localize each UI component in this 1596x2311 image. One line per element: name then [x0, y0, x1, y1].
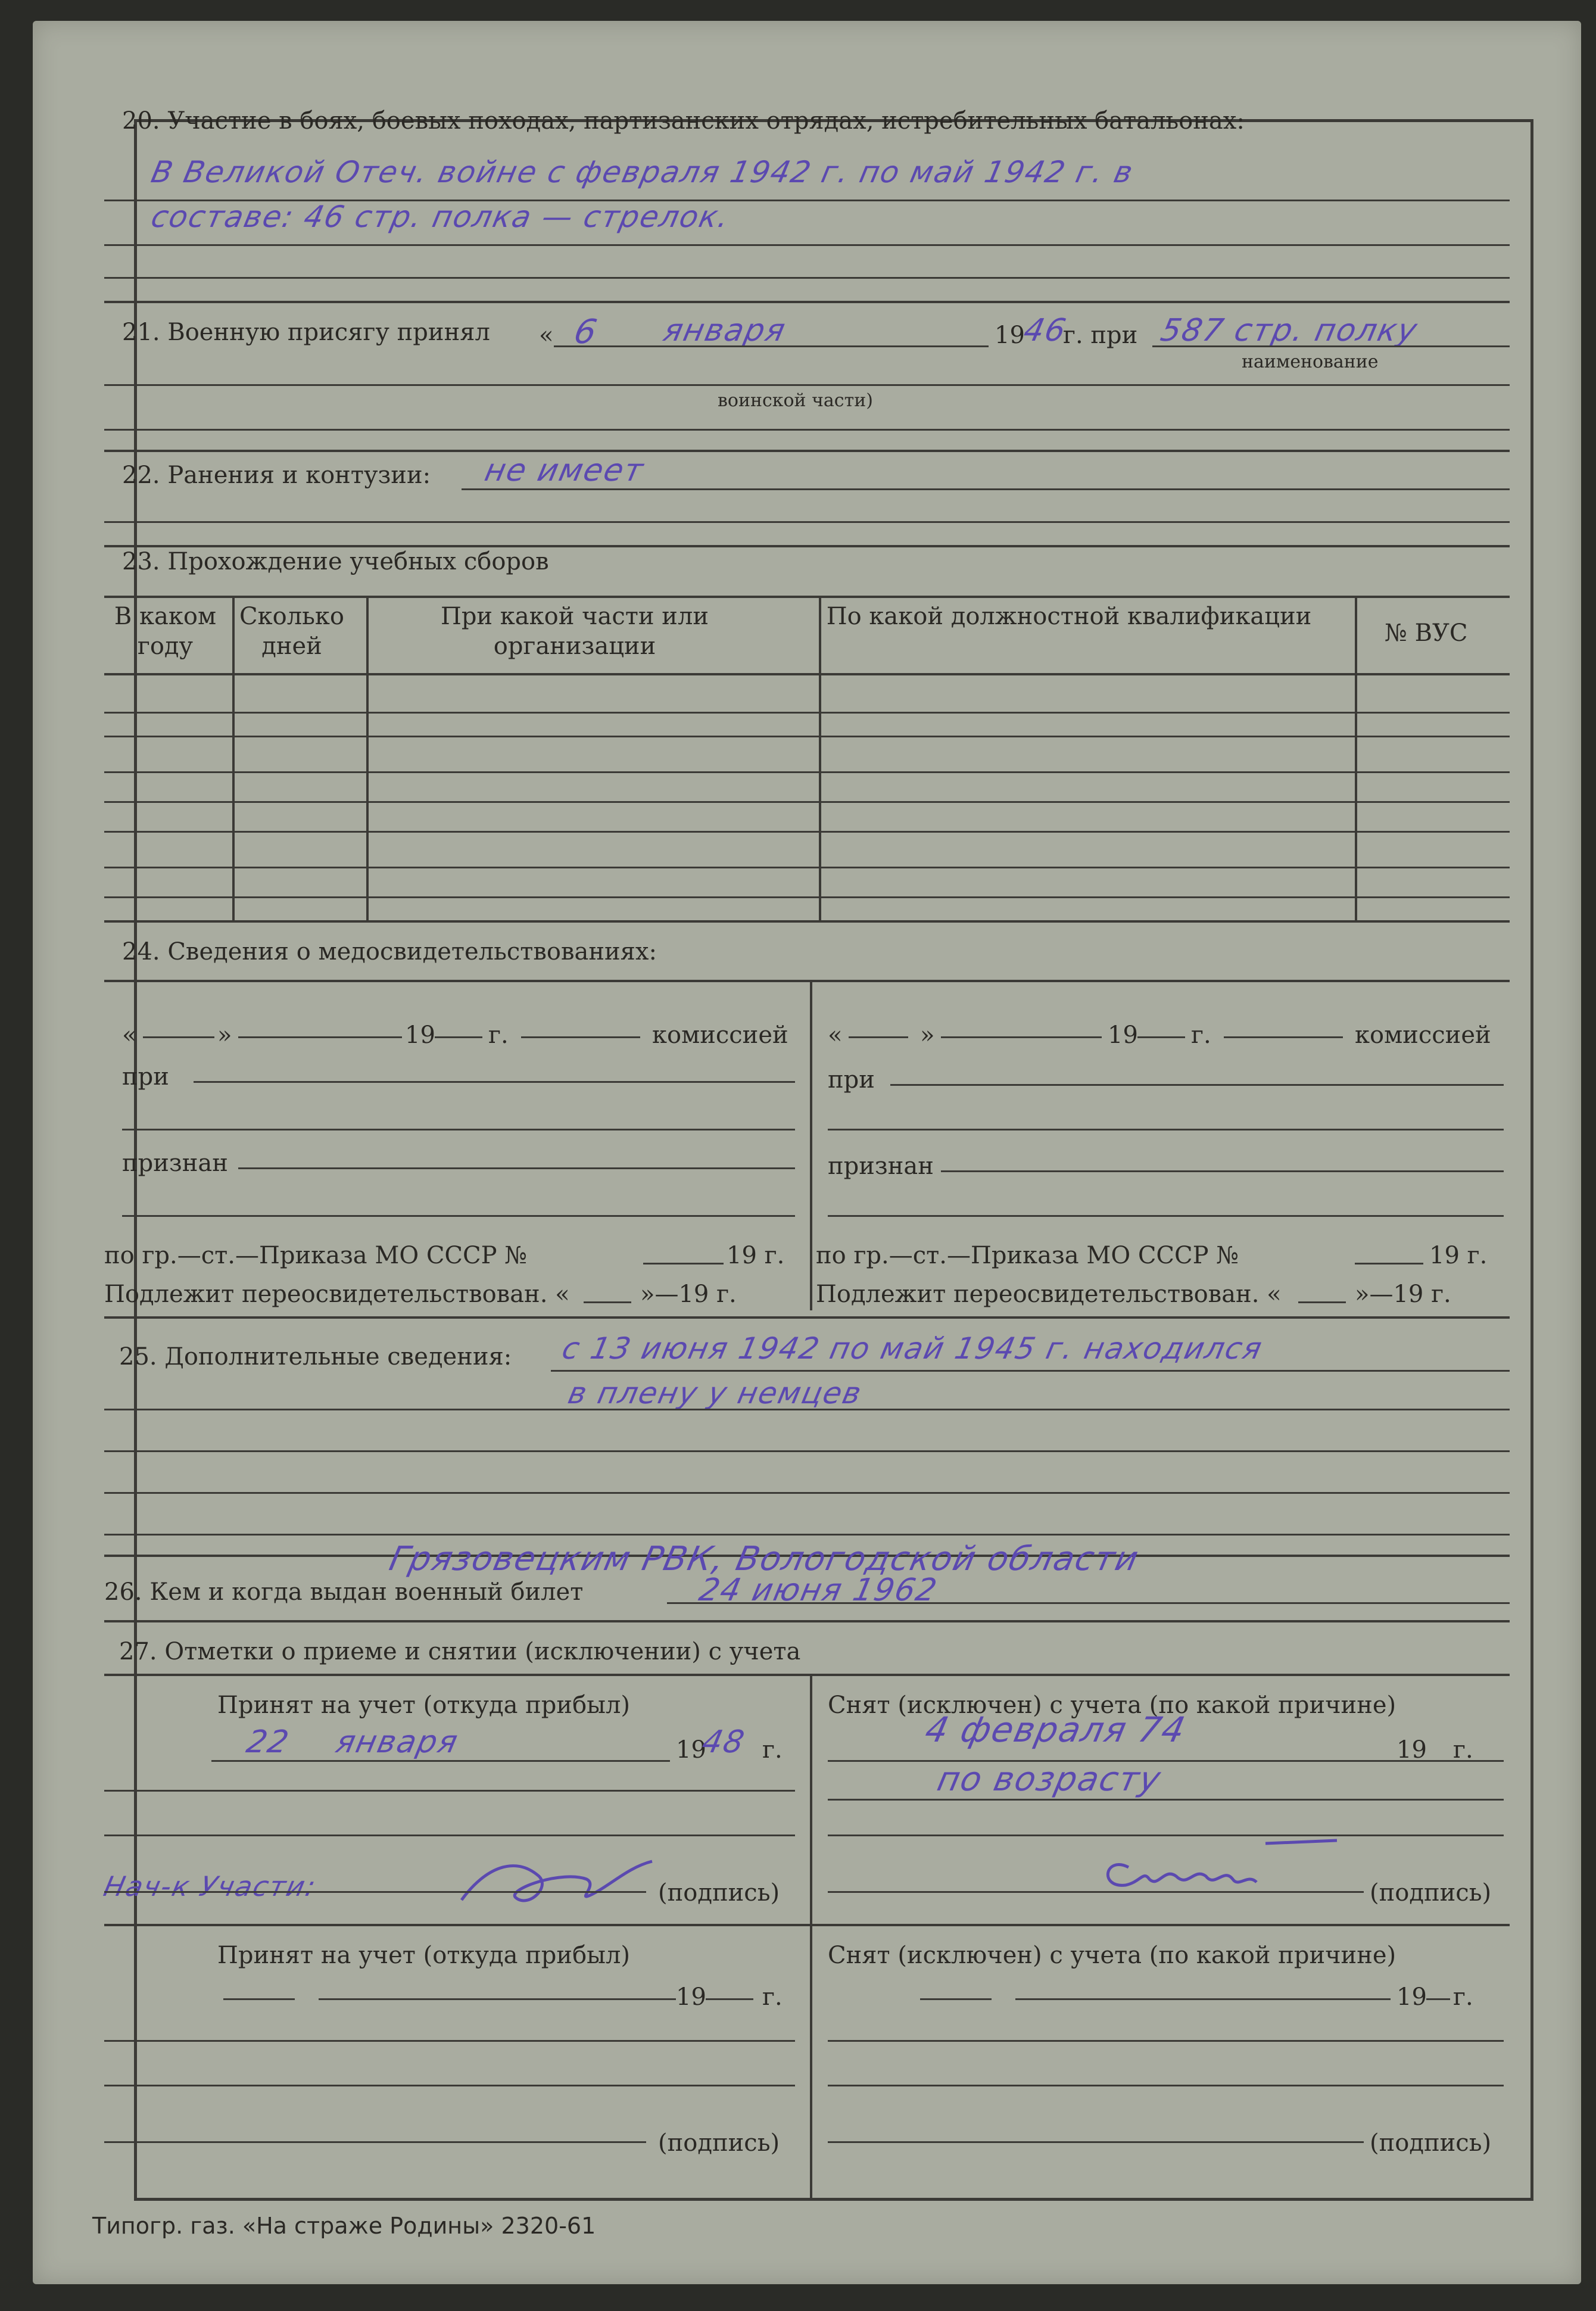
accepted-header-2: Принят на учет (откуда прибыл) [217, 1942, 631, 1969]
s24-label: 24. Сведения о медосвидетельствованиях: [122, 938, 657, 965]
s26-handwriting-2: 24 июня 1962 [696, 1572, 941, 1608]
table-header-days: Сколько дней [239, 603, 344, 660]
s20-handwriting-1: В Великой Отеч. войне с февраля 1942 г. по май 1942 г. в [148, 155, 1137, 189]
s21-unit: 587 стр. полку [1157, 313, 1422, 348]
document-card: 20. Участие в боях, боевых походах, партизанских отрядах, истребительных батальонах: В Великой Отеч. войне с февраля 1942 г. по май 1942 г. в составе: 46 стр. полка — стрелок. 21. Военную присягу принял « 6 января 19 46 г. при 587 стр. полку наименование воинской части) 22. Ранения и контузии: не имеет 23. Прохождение учебных сборов В каком году Сколько дней При какой части или организации По какой должностной квалификации № ВУС 24. Сведения о медосвидетельствованиях: « » 19 г. комиссией при признан по гр.—ст.—Приказа МО СССР № 19 г. Подлежит переосвидетельствован. « »—19 г. « » 19 г. комиссией при признан по гр.—ст.—Приказа МО СССР № 19 г. Подлежит переосвидетельствован. « »—19 г. 25. Дополнительные сведения: с 13 июня 1942 по май 1945 г. находился в плену у немцев Грязовецким РВК, Вологодской области 26. Кем и когда выдан военный билет 24 июня 1962 27. Отметки о приеме и снятии (исключении) с учета Принят на учет (откуда прибыл) 22 января 19 48 г. Нач-к Участи: (подпись) Снят (исключен) с учета (по какой причине) 4 февраля 74 19 г. по возрасту (подпись) Принят на учет (откуда прибыл) 19 г. (подпись) Снят (исключен) с учета (по какой причине) 19 г. (подпись) Типогр. газ. «На страже Родины» 2320-61 [33, 21, 1581, 2284]
removed-reason: по возрасту [934, 1760, 1165, 1799]
s22-label: 22. Ранения и контузии: [122, 462, 431, 489]
s27-label: 27. Отметки о приеме и снятии (исключении) с учета [119, 1638, 801, 1665]
removed-date: 4 февраля 74 [921, 1709, 1190, 1750]
chief-label: Нач-к Участи: [101, 1870, 320, 1902]
s22-handwriting: не имеет [481, 453, 648, 488]
table-header-year: В каком году [114, 603, 217, 660]
table-header-qualification: По какой должностной квалификации [826, 603, 1312, 630]
s25-label: 25. Дополнительные сведения: [119, 1343, 512, 1371]
separator [104, 545, 1510, 547]
removed-header-2: Снят (исключен) с учета (по какой причине) [828, 1942, 1396, 1969]
s26-label: 26. Кем и когда выдан военный билет [104, 1578, 584, 1606]
signature-accepted-icon [450, 1843, 664, 1921]
s25-handwriting-1: с 13 июня 1942 по май 1945 г. находился [559, 1331, 1266, 1366]
table-header-vus: № ВУС [1385, 619, 1468, 647]
s21-label: 21. Военную присягу принял [122, 319, 490, 346]
removed-header: Снят (исключен) с учета (по какой причине) [828, 1692, 1396, 1719]
s21-month: января [660, 313, 790, 348]
accepted-month: января [332, 1724, 462, 1760]
separator [104, 920, 1510, 923]
s25-handwriting-2: в плену у немцев [565, 1376, 866, 1410]
s20-handwriting-2: составе: 46 стр. полка — стрелок. [148, 200, 733, 234]
separator [104, 450, 1510, 452]
s20-label: 20. Участие в боях, боевых походах, партизанских отрядах, истребительных батальонах: [122, 107, 1245, 135]
s21-day: 6 [571, 313, 601, 351]
accepted-header: Принят на учет (откуда прибыл) [217, 1692, 631, 1719]
accepted-day: 22 [243, 1724, 293, 1760]
table-header-unit: При какой части или организации [440, 603, 709, 660]
s23-label: 23. Прохождение учебных сборов [122, 548, 549, 575]
s26-handwriting-1: Грязовецким РВК, Вологодской области [386, 1540, 1143, 1578]
separator [104, 1316, 1510, 1319]
s21-year: 46 [1020, 313, 1070, 348]
accepted-year: 48 [699, 1724, 749, 1760]
separator [104, 1620, 1510, 1622]
separator [104, 301, 1510, 303]
printer-footer: Типогр. газ. «На страже Родины» 2320-61 [92, 2213, 596, 2239]
